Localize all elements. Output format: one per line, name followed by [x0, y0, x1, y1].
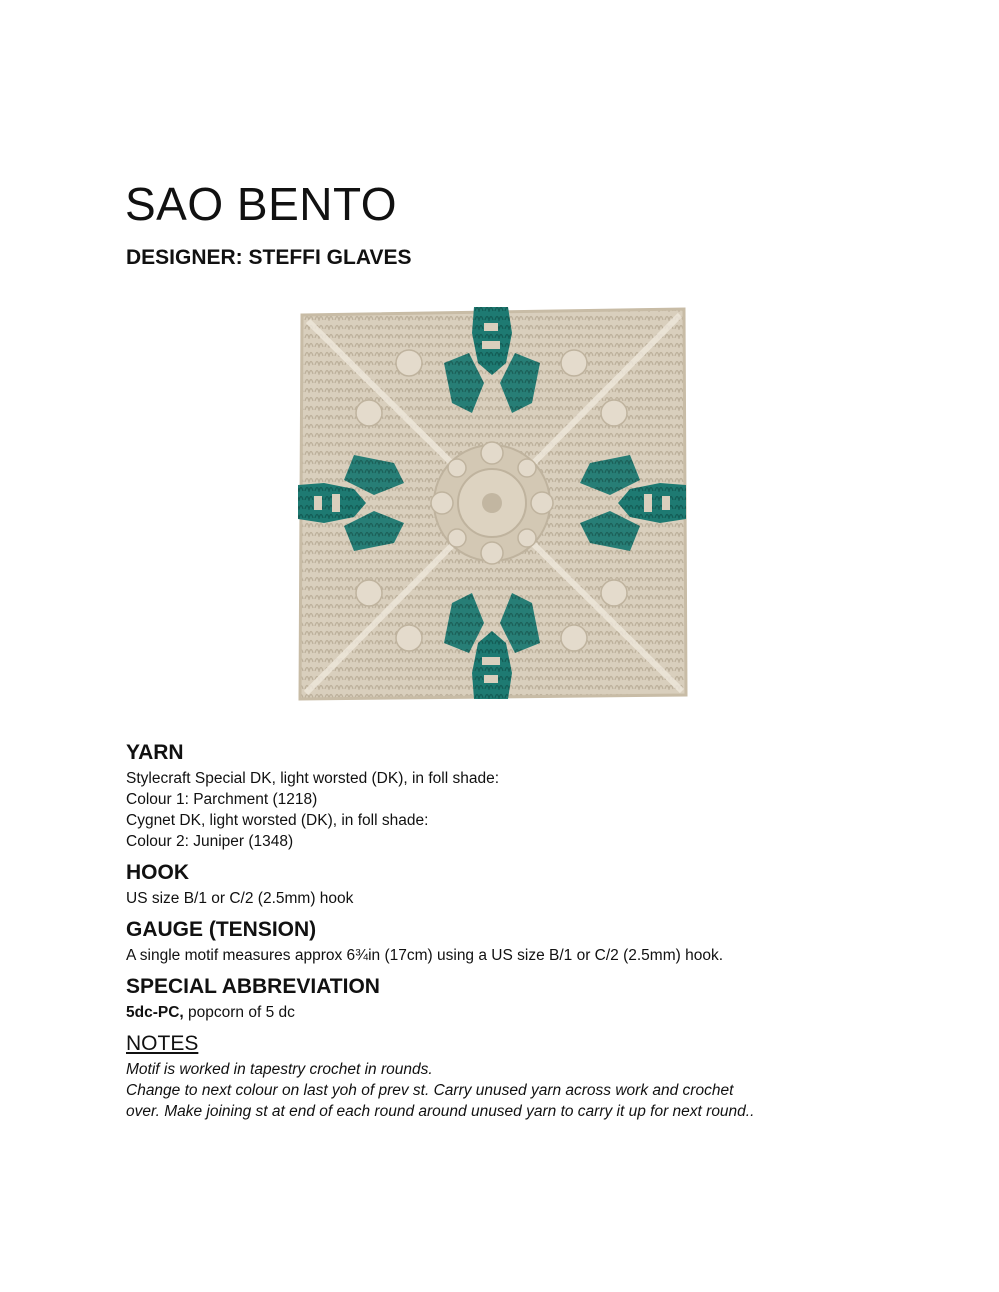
abbreviation-heading: SPECIAL ABBREVIATION [126, 975, 380, 998]
designer-credit: DESIGNER: STEFFI GLAVES [126, 246, 412, 269]
notes-line: over. Make joining st at end of each round around unused yarn to carry it up for next round.. [126, 1103, 755, 1120]
yarn-section [126, 740, 886, 852]
hook-heading: HOOK [126, 861, 189, 884]
abbreviation-section [126, 974, 886, 1023]
notes-section [126, 1031, 886, 1122]
yarn-line: Cygnet DK, light worsted (DK), in foll shade: [126, 812, 429, 829]
notes-line: Change to next colour on last yoh of prev st. Carry unused yarn across work and crochet [126, 1082, 734, 1099]
page-title: SAO BENTO [125, 178, 398, 230]
gauge-line: A single motif measures approx 6¾in (17cm) using a US size B/1 or C/2 (2.5mm) hook. [126, 947, 723, 964]
hook-section [126, 860, 886, 909]
yarn-heading: YARN [126, 741, 184, 764]
pattern-details [126, 740, 886, 1130]
gauge-section [126, 917, 886, 966]
notes-heading: NOTES [126, 1032, 199, 1055]
yarn-line: Colour 2: Juniper (1348) [126, 833, 294, 850]
gauge-heading: GAUGE (TENSION) [126, 918, 317, 941]
yarn-line: Stylecraft Special DK, light worsted (DK), in foll shade: [126, 770, 500, 787]
notes-line: Motif is worked in tapestry crochet in rounds. [126, 1061, 433, 1078]
abbreviation-definition: popcorn of 5 dc [183, 1004, 295, 1021]
abbreviation-term: 5dc-PC, [126, 1004, 184, 1021]
crochet-square-icon [294, 303, 690, 703]
yarn-line: Colour 1: Parchment (1218) [126, 791, 318, 808]
abbreviation-line [126, 1002, 886, 1023]
hook-line: US size B/1 or C/2 (2.5mm) hook [126, 890, 354, 907]
